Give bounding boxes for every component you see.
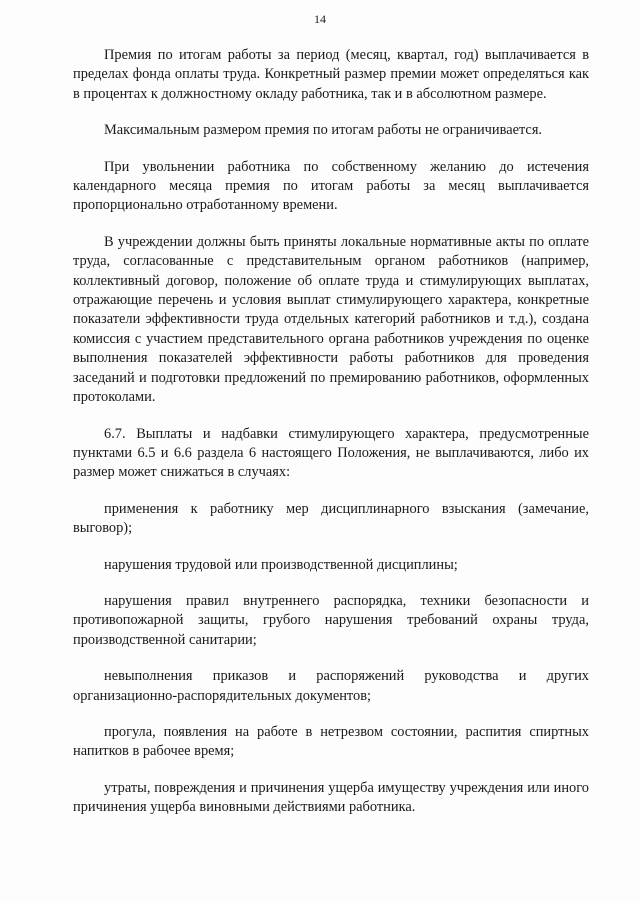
case-item-labor-discipline: нарушения трудовой или производственной дисциплины; [104, 556, 458, 573]
paragraph-dismissal: При увольнении работника по собственному желанию до истечения календарного месяца премия по итогам работы за месяц выплачивается пропорционально отработанному времени. [73, 158, 589, 214]
paragraph-6-7: 6.7. Выплаты и надбавки стимулирующего характера, предусмотренные пунктами 6.5 и 6.6 раздела 6 настоящего Положения, не выплачиваются, либо их размер может снижаться в случаях: [73, 425, 589, 481]
paragraph-bonus-max: Максимальным размером премия по итогам работы не ограничивается. [104, 122, 543, 139]
case-item-orders: невыполнения приказов и распоряжений руководства и других организационно-распорядительных документов; [73, 668, 589, 704]
case-item-damage: утраты, повреждения и причинения ущерба имуществу учреждения или иного причинения ущерба виновными действиями работника. [73, 779, 589, 816]
document-body [73, 46, 589, 835]
case-item-internal-rules: нарушения правил внутреннего распорядка, техники безопасности и противопожарной защиты, грубого нарушения требований охраны труда, производственной санитарии; [73, 592, 589, 648]
page-number: 14 [314, 12, 326, 26]
paragraph-local-acts: В учреждении должны быть приняты локальные нормативные акты по оплате труда, согласованные с представительным органом работников (например, коллективный договор, положение об оплате труда и стимулирующих выплатах, отражающие перечень и условия выплат стимулирующего характера, конкретные показатели эффективности труда отдельных категорий работников и т.д.), создана комиссия с участием представительного органа работников учреждения по оценке выполнения показателей эффективности работы работников для проведения заседаний и подготовки предложений по премированию работников, оформленных протоколами. [73, 233, 589, 406]
case-item-absence: прогула, появления на работе в нетрезвом состоянии, распития спиртных напитков в рабочее время; [73, 723, 589, 760]
case-item-disciplinary: применения к работнику мер дисциплинарного взыскания (замечание, выговор); [73, 500, 589, 537]
paragraph-bonus-period: Премия по итогам работы за период (месяц, квартал, год) выплачивается в пределах фонда оплаты труда. Конкретный размер премии может определяться как в процентах к должностному окладу работника, так и в абсолютном размере. [73, 47, 589, 102]
